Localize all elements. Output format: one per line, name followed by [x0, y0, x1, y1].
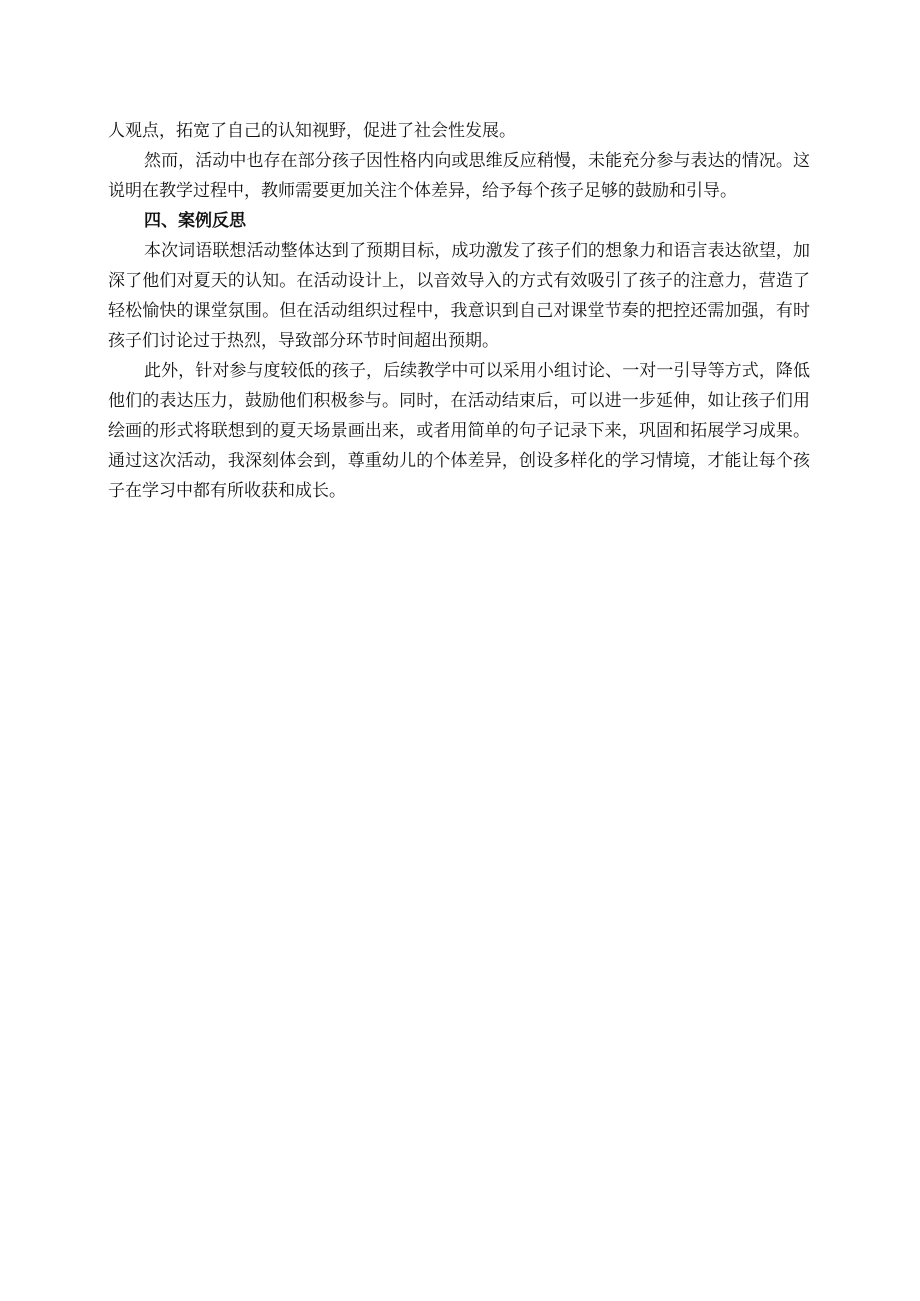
document-body — [108, 116, 810, 506]
paragraph-individual-differences: 然而，活动中也存在部分孩子因性格内向或思维反应稍慢，未能充分参与表达的情况。这说明在教学过程中，教师需要更加关注个体差异，给予每个孩子足够的鼓励和引导。 — [108, 151, 810, 201]
paragraph-activity-summary: 本次词语联想活动整体达到了预期目标，成功激发了孩子们的想象力和语言表达欲望，加深了他们对夏天的认知。在活动设计上，以音效导入的方式有效吸引了孩子的注意力，营造了轻松愉快的课堂氛围。但在活动组织过程中，我意识到自己对课堂节奏的把控还需加强，有时孩子们讨论过于热烈，导致部分环节时间超出预期。 — [108, 241, 810, 351]
paragraph-continuation: 人观点，拓宽了自己的认知视野，促进了社会性发展。 — [108, 121, 516, 141]
paragraph-improvement-plan: 此外，针对参与度较低的孩子，后续教学中可以采用小组讨论、一对一引导等方式，降低他们的表达压力，鼓励他们积极参与。同时，在活动结束后，可以进一步延伸，如让孩子们用绘画的形式将联想到的夏天场景画出来，或者用简单的句子记录下来，巩固和拓展学习成果。通过这次活动，我深刻体会到，尊重幼儿的个体差异，创设多样化的学习情境，才能让每个孩子在学习中都有所收获和成长。 — [108, 361, 810, 501]
section-heading-case-reflection: 四、案例反思 — [144, 211, 246, 231]
